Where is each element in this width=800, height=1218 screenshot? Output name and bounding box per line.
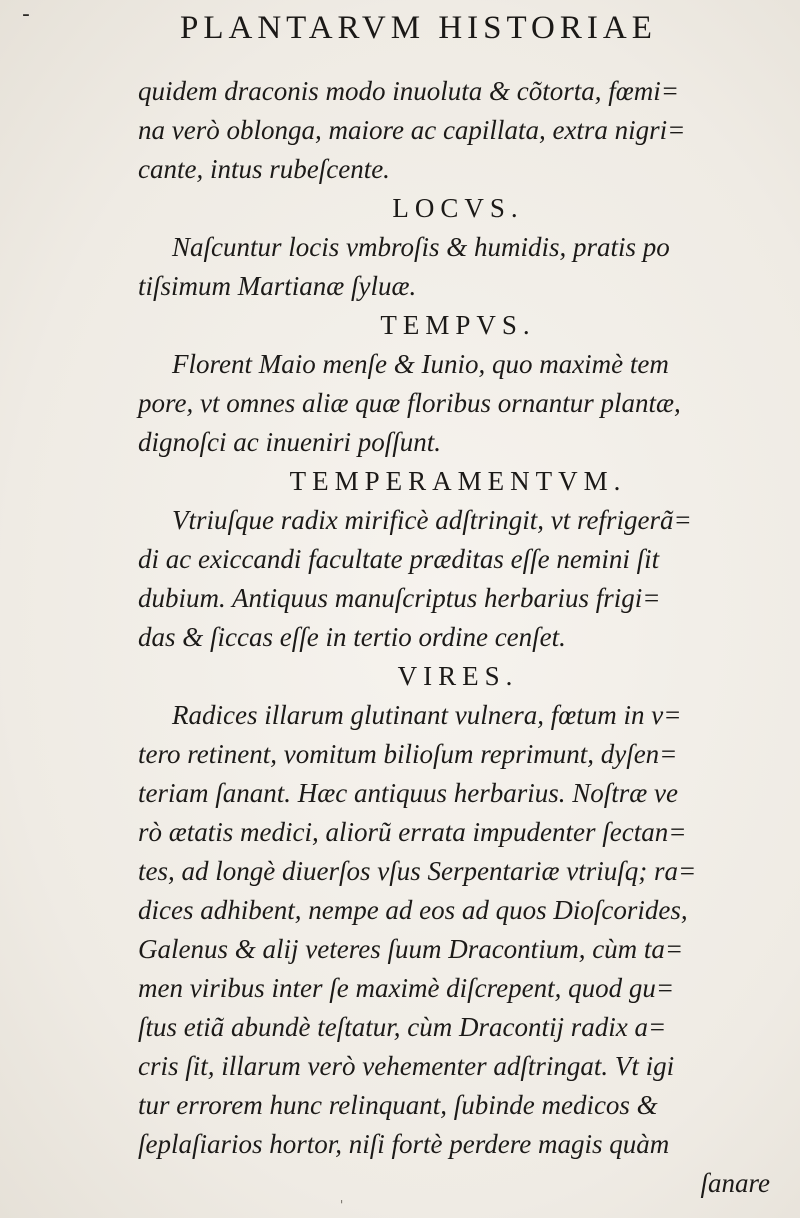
text-line: cante, intus rubeſcente. [138,154,390,184]
text-line: Radices illarum glutinant vulnera, fœtum in v= [172,700,682,730]
text-line: Vtriuſque radix mirificè adſtringit, vt refrigerã= [172,505,692,535]
text-block [138,72,778,1164]
text-line: Naſcuntur locis vmbroſis & humidis, pratis po [172,232,670,262]
text-line: Florent Maio menſe & Iunio, quo maximè tem [172,349,669,379]
section-heading: TEMPVS. [380,310,536,340]
section-heading: VIRES. [397,661,519,691]
text-line: tero retinent, vomitum bilioſum reprimunt, dyſen= [138,739,678,769]
text-line: rò ætatis medici, aliorũ errata impudenter ſectan= [138,817,687,847]
text-line: dignoſci ac inueniri poſſunt. [138,427,441,457]
text-line: tiſsimum Martianæ ſyluæ. [138,271,417,301]
text-line: cris ſit, illarum verò vehementer adſtringat. Vt igi [138,1051,675,1081]
catchword: ſanare [700,1168,770,1198]
text-line: ſeplaſiarios hortor, niſi fortè perdere magis quàm [138,1129,670,1159]
text-line: teriam ſanant. Hæc antiquus herbarius. Noſtræ ve [138,778,678,808]
running-head: PLANTARVM HISTORIAE [180,10,657,46]
section-heading: TEMPERAMENTVM. [289,466,627,496]
text-line: na verò oblonga, maiore ac capillata, extra nigri= [138,115,686,145]
text-line: pore, vt omnes aliæ quæ floribus ornantur plantæ, [138,388,681,418]
text-line: di ac exiccandi facultate præditas eſſe nemini ſit [138,544,660,574]
text-line: das & ſiccas eſſe in tertio ordine cenſet. [138,622,566,652]
text-line: tes, ad longè diuerſos vſus Serpentariæ vtriuſq; ra= [138,856,697,886]
text-line: quidem draconis modo inuoluta & cõtorta, fœmi= [138,76,679,106]
text-line: Galenus & alij veteres ſuum Dracontium, cùm ta= [138,934,684,964]
text-line: tur errorem hunc relinquant, ſubinde medicos & [138,1090,658,1120]
text-line: ſtus etiã abundè teſtatur, cùm Dracontij radix a= [138,1012,667,1042]
text-line: dubium. Antiquus manuſcriptus herbarius frigi= [138,583,661,613]
section-heading: LOCVS. [392,193,524,223]
text-line: dices adhibent, nempe ad eos ad quos Dioſcorides, [138,895,688,925]
text-line: men viribus inter ſe maximè diſcrepent, quod gu= [138,973,675,1003]
foot-mark: ' [340,1198,344,1212]
corner-mark: - [22,2,30,27]
